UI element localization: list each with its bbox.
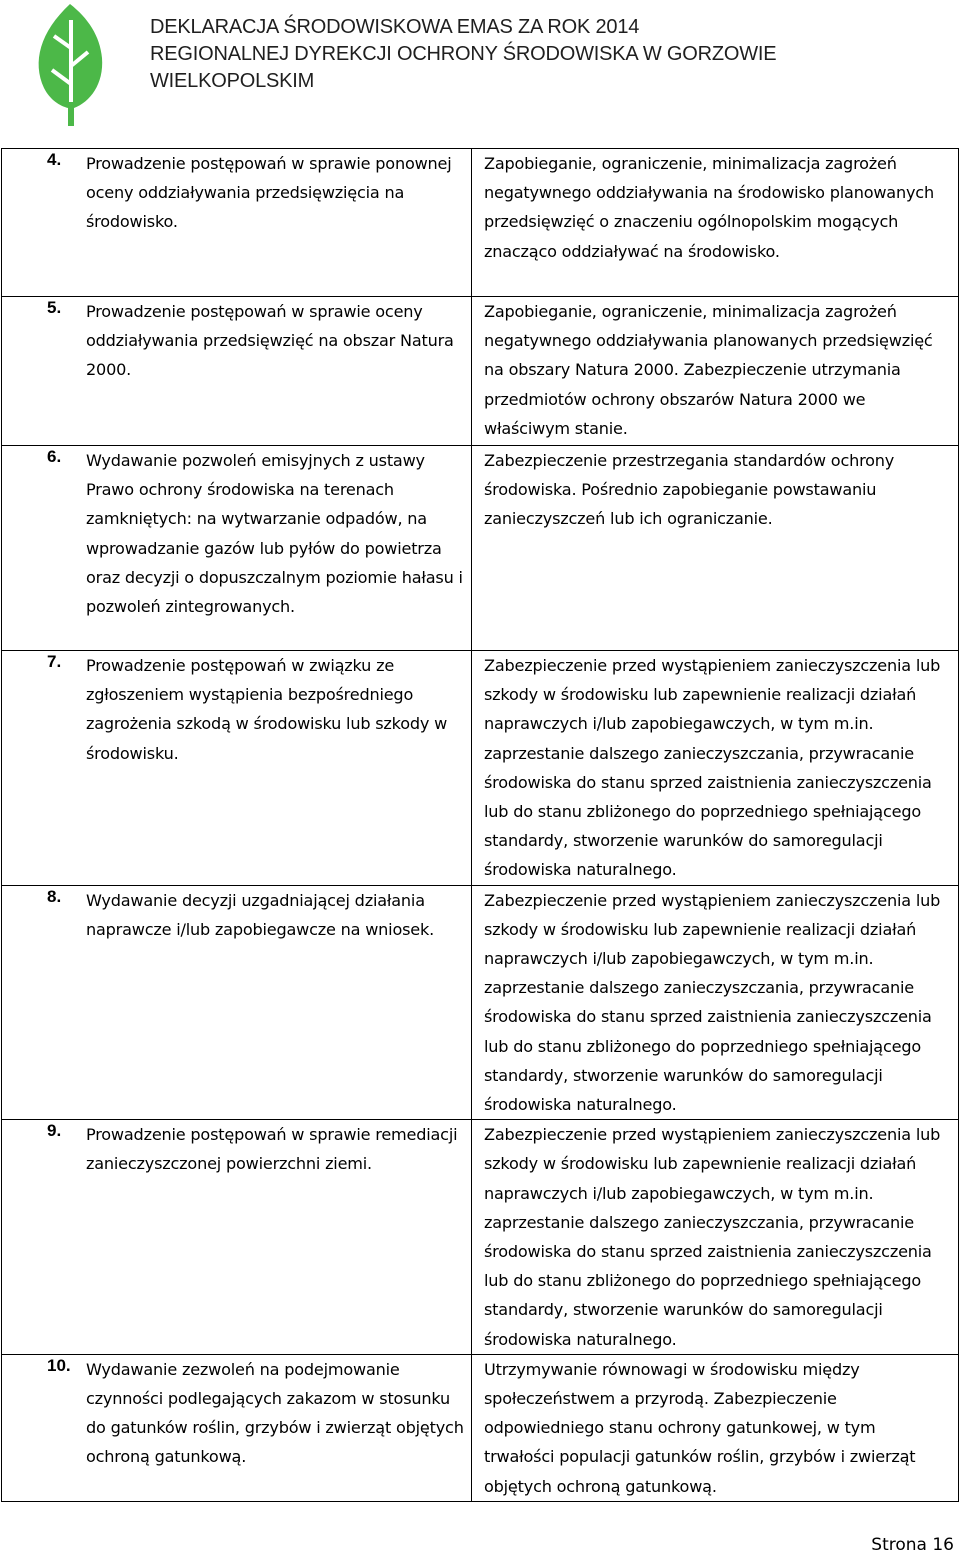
goal-text: Zapobieganie, ograniczenie, minimalizacja zagrożeń negatywnego oddziaływania na środowisko planowanych przedsięwzięć o znaczeniu ogólnopolskim mogących znacząco oddziaływać na środowisko. — [484, 154, 934, 261]
task-text: Prowadzenie postępowań w sprawie remediacji zanieczyszczonej powierzchni ziemi. — [86, 1125, 458, 1174]
page-number: Strona 16 — [871, 1535, 954, 1555]
goal-text: Zabezpieczenie przed wystąpieniem zanieczyszczenia lub szkody w środowisku lub zapewnienie realizacji działań naprawczych i/lub zapobiegawczych, w tym m.in. zaprzestanie dalszego zanieczyszczania, przywracanie środowiska do stanu sprzed zaistnienia zanieczyszczenia lub do stanu zbliżonego do poprzedniego spełniającego standardy, stworzenie warunków do samoregulacji środowiska naturalnego. — [484, 656, 941, 880]
page-header — [0, 0, 960, 130]
goal-text: Utrzymywanie równowagi w środowisku między społeczeństwem a przyrodą. Zabezpieczenie odpowiedniego stanu ochrony gatunkowej, w tym trwałości populacji gatunków roślin, grzybów i zwierząt objętych ochroną gatunkową. — [484, 1359, 916, 1496]
leaf-logo-icon — [30, 2, 106, 128]
table-row — [2, 446, 959, 651]
goal-text: Zabezpieczenie przestrzegania standardów ochrony środowiska. Pośrednio zapobieganie powstawaniu zanieczyszczeń lub ich ograniczanie. — [484, 451, 895, 529]
task-text: Wydawanie decyzji uzgadniającej działania naprawcze i/lub zapobiegawcze na wniosek. — [86, 890, 435, 939]
task-text: Prowadzenie postępowań w sprawie ponownej oceny oddziaływania przedsięwzięcia na środowisko. — [86, 154, 452, 232]
task-text: Prowadzenie postępowań w sprawie oceny oddziaływania przedsięwzięć na obszar Natura 2000. — [86, 302, 454, 380]
table-row — [2, 1120, 959, 1355]
row-number: 8. — [47, 886, 62, 906]
row-number: 7. — [47, 652, 62, 671]
task-text: Wydawanie pozwoleń emisyjnych z ustawy Prawo ochrony środowiska na terenach zamkniętych: na wytwarzanie odpadów, na wprowadzanie gazów lub pyłów do powietrza oraz decyzji o dopuszczalnym poziomie hałasu i pozwoleń zintegrowanych. — [86, 451, 463, 617]
row-number: 9. — [47, 1121, 62, 1141]
row-number: 4. — [47, 150, 62, 169]
table-row — [2, 1354, 959, 1501]
goal-text: Zabezpieczenie przed wystąpieniem zanieczyszczenia lub szkody w środowisku lub zapewnienie realizacji działań naprawczych i/lub zapobiegawczych, w tym m.in. zaprzestanie dalszego zanieczyszczania, przywracanie środowiska do stanu sprzed zaistnienia zanieczyszczenia lub do stanu zbliżonego do poprzedniego spełniającego standardy, stworzenie warunków do samoregulacji środowiska naturalnego. — [484, 890, 941, 1115]
task-text: Wydawanie zezwoleń na podejmowanie czynności podlegających zakazom w stosunku do gatunków roślin, grzybów i zwierząt objętych ochroną gatunkową. — [86, 1359, 464, 1467]
tasks-table — [1, 148, 959, 1502]
table-row — [2, 885, 959, 1120]
task-text: Prowadzenie postępowań w związku ze zgłoszeniem wystąpienia bezpośredniego zagrożenia szkodą w środowisku lub szkody w środowisku. — [86, 656, 448, 763]
table-row — [2, 297, 959, 446]
table-row — [2, 651, 959, 886]
row-number: 10. — [47, 1355, 71, 1375]
row-number: 5. — [47, 298, 62, 317]
title-line-1: DEKLARACJA ŚRODOWISKOWA EMAS ZA ROK 2014 — [150, 16, 640, 38]
goal-text: Zabezpieczenie przed wystąpieniem zanieczyszczenia lub szkody w środowisku lub zapewnienie realizacji działań naprawczych i/lub zapobiegawczych, w tym m.in. zaprzestanie dalszego zanieczyszczania, przywracanie środowiska do stanu sprzed zaistnienia zanieczyszczenia lub do stanu zbliżonego do poprzedniego spełniającego standardy, stworzenie warunków do samoregulacji środowiska naturalnego. — [484, 1125, 941, 1349]
document-title — [150, 14, 950, 95]
row-number: 6. — [47, 447, 62, 466]
table-row — [2, 149, 959, 297]
goal-text: Zapobieganie, ograniczenie, minimalizacja zagrożeń negatywnego oddziaływania planowanych przedsięwzięć na obszary Natura 2000. Zabezpieczenie utrzymania przedmiotów ochrony obszarów Natura 2000 we właściwym stanie. — [484, 302, 933, 438]
title-line-2: REGIONALNEJ DYREKCJI OCHRONY ŚRODOWISKA W GORZOWIE WIELKOPOLSKIM — [150, 43, 777, 92]
